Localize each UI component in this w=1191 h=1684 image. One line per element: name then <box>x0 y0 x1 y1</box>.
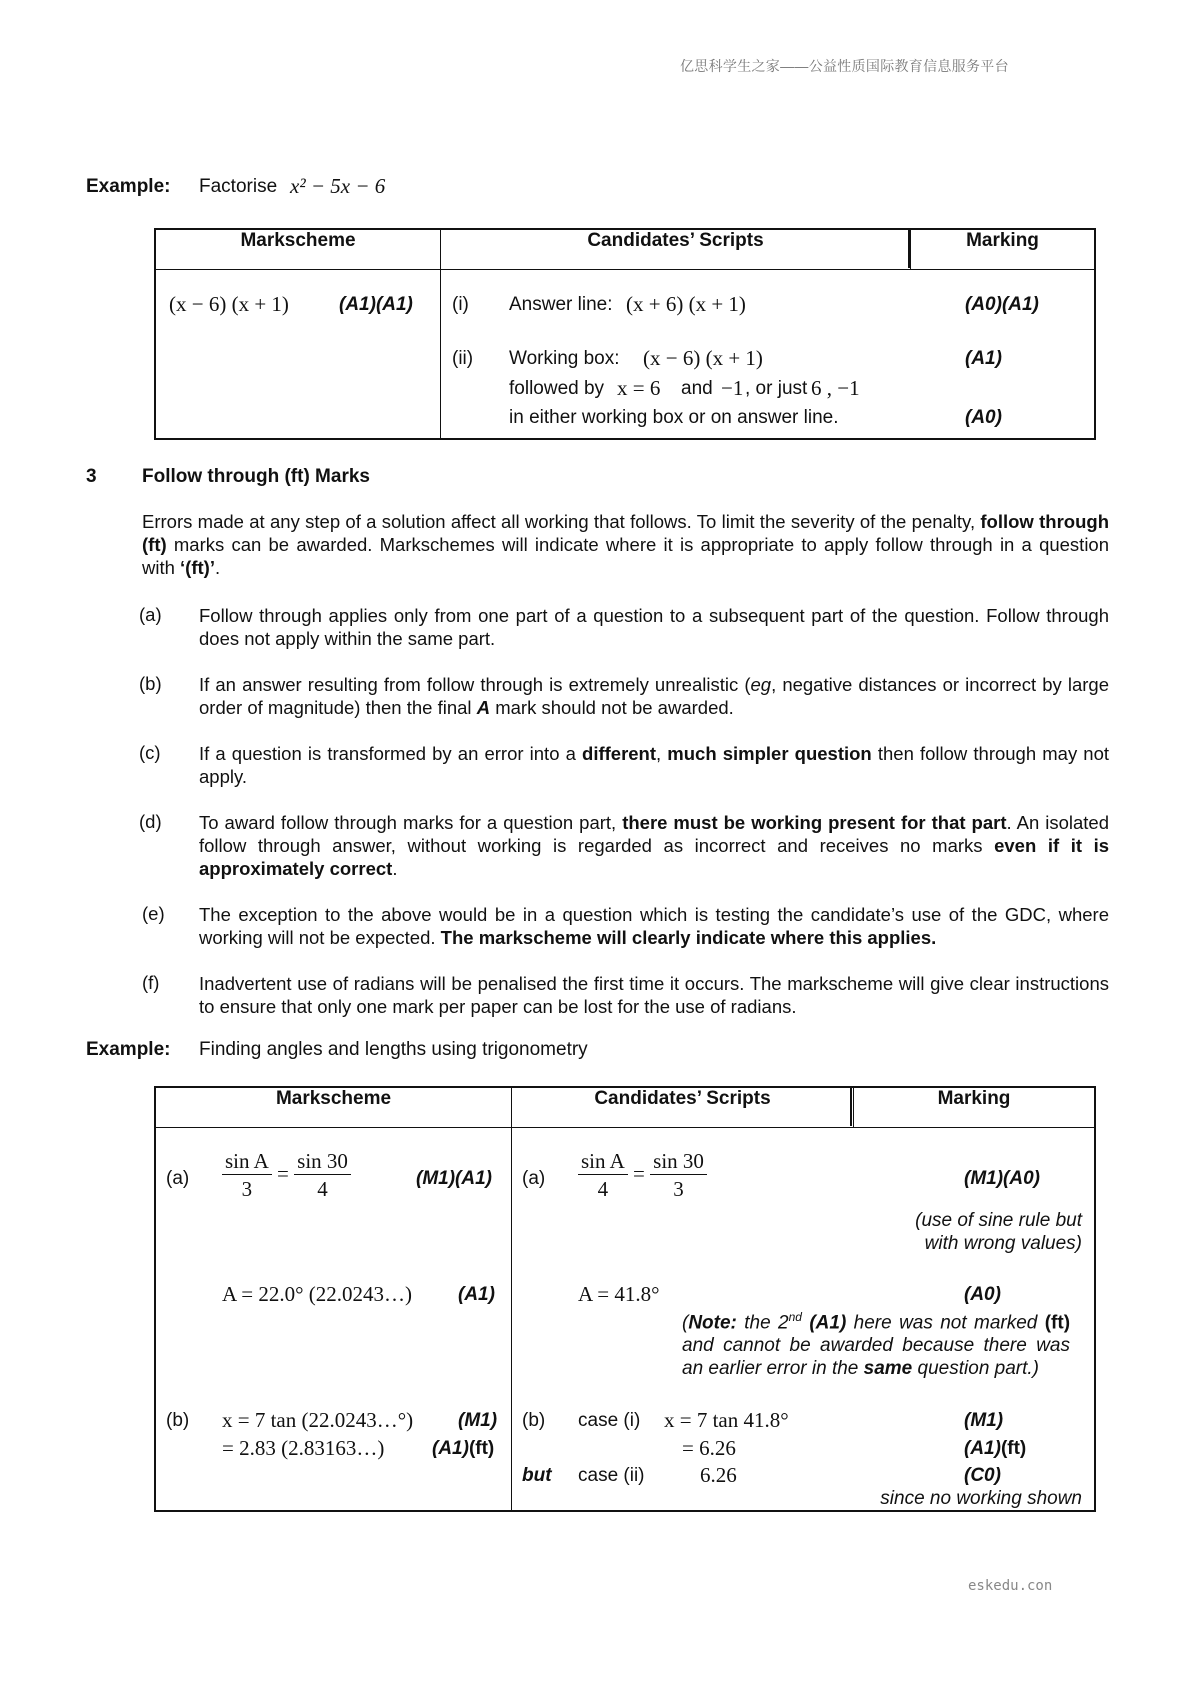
cs-b-mark1: (M1) <box>964 1410 1004 1431</box>
cs-b-expr3: 6.26 <box>700 1463 737 1487</box>
item-d-b1: there must be working present for that part <box>622 812 1007 833</box>
ms-b-marks2-wrap <box>432 1438 494 1460</box>
item-d-t1: To award follow through marks for a question part, <box>199 812 617 833</box>
note-t2: here was not marked <box>853 1312 1038 1334</box>
item-e-label: (e) <box>142 903 165 924</box>
script-i-text: Answer line: <box>509 294 613 315</box>
section3-title: Follow through (ft) Marks <box>142 466 370 487</box>
script-ii-marking: (A1) <box>965 348 1002 369</box>
cs-a-den2: 3 <box>673 1177 684 1201</box>
example1-table <box>154 228 1096 440</box>
note-line3b: question part.) <box>917 1358 1040 1380</box>
section3-intro <box>142 510 1109 579</box>
cs-a-num2: sin 30 <box>650 1148 707 1175</box>
header-site-name: 亿思科学生之家——公益性质国际教育信息服务平台 <box>680 58 1009 74</box>
script-ii-line2-expr: x = 6 <box>617 376 661 400</box>
cs-b-label: (b) <box>522 1410 546 1431</box>
col-header-markscheme: Markscheme <box>155 229 441 270</box>
ms-a-den1: 3 <box>241 1177 253 1201</box>
ms-a-marks: (M1)(A1) <box>416 1168 492 1189</box>
item-f-label: (f) <box>142 972 160 993</box>
cs-b-mark3: (C0) <box>964 1465 1001 1486</box>
example2-prompt: Finding angles and lengths using trigonometry <box>199 1039 588 1060</box>
cs-b-expr1: x = 7 tan 41.8° <box>664 1408 789 1432</box>
cs-a-label: (a) <box>522 1168 546 1189</box>
script-ii-expr: (x − 6) (x + 1) <box>643 346 763 370</box>
item-a-label: (a) <box>139 604 162 625</box>
col2-header-markscheme: Markscheme <box>155 1087 512 1128</box>
cs-b-mark2: (A1) <box>964 1438 1001 1459</box>
item-e-b1: The markscheme will clearly indicate where this applies. <box>440 927 937 948</box>
item-b-t3: mark should not be awarded. <box>495 697 734 718</box>
example1-markscheme-cell <box>155 270 441 440</box>
item-c-text <box>199 742 1109 788</box>
script-i-marking: (A0)(A1) <box>965 294 1039 315</box>
col2-header-marking: Marking <box>854 1087 1096 1128</box>
cs-b-note: since no working shown <box>880 1488 1082 1509</box>
example2-label: Example: <box>86 1039 171 1060</box>
col-header-scripts: Candidates’ Scripts <box>441 229 911 270</box>
example1-label: Example: <box>86 176 171 197</box>
example2-scripts-cell <box>512 1128 1096 1512</box>
item-d-t3: . <box>392 858 398 879</box>
ms-b-marks2: (A1) <box>432 1438 469 1459</box>
note-t1: the 2 <box>744 1312 789 1334</box>
cs-b-mark2-ft: (ft) <box>1000 1438 1027 1459</box>
note-open: ( <box>682 1312 689 1334</box>
col-header-marking: Marking <box>911 229 1096 270</box>
cs-a-num1: sin A <box>578 1148 628 1175</box>
intro-text-b: marks can be awarded. Markschemes will indicate where it is appropriate to apply follow through in a question with <box>142 534 1110 578</box>
cs-a2-expr: A = 41.8° <box>578 1282 660 1306</box>
script-ii-line3-marking: (A0) <box>965 407 1002 428</box>
ms-b-label: (b) <box>166 1410 190 1431</box>
item-c-t1: If a question is transformed by an error into a <box>199 743 576 764</box>
cs-b-expr2: = 6.26 <box>682 1436 736 1460</box>
example1-ms-expr: (x − 6) (x + 1) <box>169 292 289 316</box>
item-b-text <box>199 673 1109 719</box>
item-b-t1: If an answer resulting from follow through is extremely unrealistic ( <box>199 674 751 695</box>
cs-a-marking: (M1)(A0) <box>964 1168 1040 1189</box>
note-line2: and cannot be awarded because there was <box>682 1335 1070 1357</box>
script-ii-line2-expr3: 6 , −1 <box>811 376 860 400</box>
ms-b-ft: (ft) <box>468 1438 495 1459</box>
script-ii-text: Working box: <box>509 348 620 369</box>
cs-b-case1: case (i) <box>578 1410 641 1431</box>
equals-sign: = <box>277 1161 289 1186</box>
cs-but: but <box>522 1465 552 1486</box>
footer-site-url: eskedu.con <box>968 1578 1053 1594</box>
example1-scripts-cell <box>441 270 1096 440</box>
cs-b-mark2-wrap <box>964 1438 1026 1460</box>
item-c-label: (c) <box>139 742 161 763</box>
ms-a-equation <box>222 1148 351 1203</box>
script-ii-line3: in either working box or on answer line. <box>509 407 839 428</box>
example2-table <box>154 1086 1096 1512</box>
cs-a2-marking: (A0) <box>964 1284 1001 1305</box>
cs-a-frac1 <box>578 1148 628 1203</box>
script-i-expr: (x + 6) (x + 1) <box>626 292 746 316</box>
note-sup: nd <box>788 1310 802 1324</box>
ms-a-frac1 <box>222 1148 272 1203</box>
script-ii-line2-b: and <box>681 378 713 399</box>
ms-a-label: (a) <box>166 1168 190 1189</box>
script-ii-line2-expr2: −1 <box>721 376 744 400</box>
cs-a-note-block <box>682 1306 1070 1380</box>
item-e-text <box>199 903 1109 949</box>
item-e-t1: The exception to the above would be in a question which is testing the candidate’s use of the GDC, where working will not be expected. <box>199 904 1109 948</box>
item-c-b1: different <box>582 743 657 764</box>
script-ii-line2-a: followed by <box>509 378 605 399</box>
note-line3a: an earlier error in the <box>682 1358 859 1380</box>
note-b2: (A1) <box>809 1312 847 1334</box>
ms-b-marks1: (M1) <box>458 1410 498 1431</box>
intro-end: . <box>214 557 221 578</box>
ms-a-num1: sin A <box>222 1148 272 1175</box>
cs-a-note1: (use of sine rule but <box>915 1210 1082 1231</box>
table2-header-divider <box>850 1087 852 1126</box>
item-c-b2: much simpler question <box>667 743 872 764</box>
script-ii-line2-c: , or just <box>745 378 808 399</box>
col2-header-scripts: Candidates’ Scripts <box>512 1087 854 1128</box>
cs-b-case2: case (ii) <box>578 1465 645 1486</box>
example1-ms-marks: (A1)(A1) <box>339 294 413 315</box>
cs-a-note2: with wrong values) <box>924 1233 1082 1254</box>
cs-a-frac2 <box>650 1148 707 1203</box>
item-a-text: Follow through applies only from one part of a question to a subsequent part of the question. Follow through does not apply within the same part. <box>199 605 1109 649</box>
item-d-text <box>199 811 1109 880</box>
item-c-t2: , <box>656 743 662 764</box>
item-d-label: (d) <box>139 811 162 832</box>
item-d-b2: even if it is approximately correct <box>199 835 1110 879</box>
section3-number: 3 <box>86 466 97 487</box>
ms-b-expr2: = 2.83 (2.83163…) <box>222 1436 385 1460</box>
ms-a-den2: 4 <box>317 1177 328 1201</box>
example1-prompt: Factorise <box>199 176 278 197</box>
example1-expression: x² − 5x − 6 <box>290 174 386 198</box>
ms-a-frac2 <box>294 1148 351 1203</box>
ms-a-num2: sin 30 <box>294 1148 351 1175</box>
script-i-num: (i) <box>452 294 469 315</box>
item-c-t3: then follow through may not apply. <box>199 743 1110 787</box>
item-b-eg: eg <box>750 674 772 695</box>
item-f-text: Inadvertent use of radians will be penalised the first time it occurs. The markscheme will give clear instructions to ensure that only one mark per paper can be lost for the use of radians. <box>199 973 1109 1017</box>
note-bold: Note: <box>688 1312 737 1334</box>
item-b-label: (b) <box>139 673 162 694</box>
ms-a2-marks: (A1) <box>458 1284 495 1305</box>
ms-a2-expr: A = 22.0° (22.0243…) <box>222 1282 412 1306</box>
intro-bold: follow through (ft) <box>142 511 1109 555</box>
intro-bold2: ‘(ft)’ <box>180 557 215 578</box>
item-b-A: A <box>476 697 491 718</box>
table1-header-divider <box>908 229 910 268</box>
example2-markscheme-cell <box>155 1128 512 1512</box>
note-ft: (ft) <box>1044 1312 1071 1334</box>
ms-b-expr1: x = 7 tan (22.0243…°) <box>222 1408 414 1432</box>
equals-sign-2: = <box>633 1161 645 1186</box>
note-same: same <box>863 1358 913 1380</box>
intro-text-a: Errors made at any step of a solution affect all working that follows. To limit the severity of the penalty, <box>142 511 976 532</box>
cs-a-equation <box>578 1148 707 1203</box>
script-ii-num: (ii) <box>452 348 474 369</box>
item-b-t2: , negative distances or incorrect by large order of magnitude) then the final <box>199 674 1109 718</box>
item-d-t2: . An isolated follow through answer, without working is regarded as incorrect and receives no marks <box>199 812 1109 856</box>
cs-a-den1: 4 <box>597 1177 609 1201</box>
